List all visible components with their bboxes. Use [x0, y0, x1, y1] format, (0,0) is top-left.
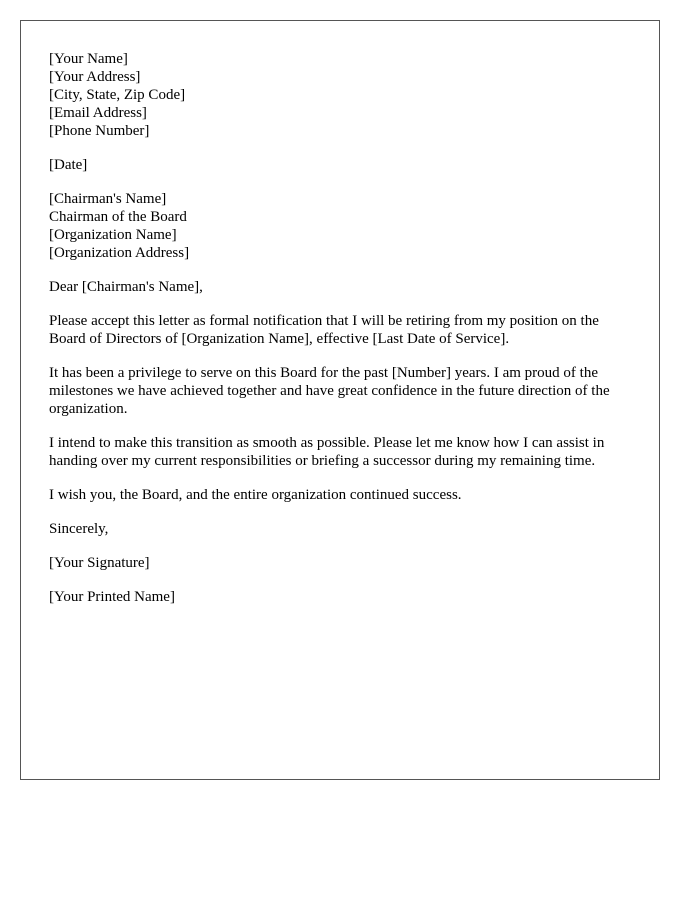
sender-address: [Your Address]	[49, 69, 141, 85]
date-block	[49, 156, 639, 174]
recipient-address: [Organization Address]	[49, 245, 190, 261]
closing: Sincerely,	[49, 521, 109, 537]
sender-city-state-zip: [City, State, Zip Code]	[49, 87, 186, 103]
body-paragraph-1: Please accept this letter as formal notification that I will be retiring from my position on the Board of Directors of [Organization Name], effective [Last Date of Service].	[49, 313, 599, 347]
printed-name: [Your Printed Name]	[49, 589, 175, 605]
sender-block	[49, 50, 639, 140]
signature-placeholder: [Your Signature]	[49, 555, 150, 571]
sender-name: [Your Name]	[49, 51, 128, 67]
body-paragraph-2: It has been a privilege to serve on this Board for the past [Number] years. I am proud of the milestones we have achieved together and have great confidence in the future direction of the organization.	[49, 365, 610, 417]
recipient-block	[49, 190, 639, 262]
body-paragraph-4: I wish you, the Board, and the entire organization continued success.	[49, 487, 462, 503]
letter-page	[20, 20, 660, 780]
recipient-organization: [Organization Name]	[49, 227, 177, 243]
salutation: Dear [Chairman's Name],	[49, 279, 203, 295]
letter-date: [Date]	[49, 157, 88, 173]
sender-email: [Email Address]	[49, 105, 147, 121]
sender-phone: [Phone Number]	[49, 123, 150, 139]
recipient-name: [Chairman's Name]	[49, 191, 167, 207]
body-paragraph-3: I intend to make this transition as smooth as possible. Please let me know how I can assist in handing over my current responsibilities or briefing a successor during my remaining time.	[49, 435, 605, 469]
recipient-title: Chairman of the Board	[49, 209, 187, 225]
letter-content	[49, 50, 639, 622]
